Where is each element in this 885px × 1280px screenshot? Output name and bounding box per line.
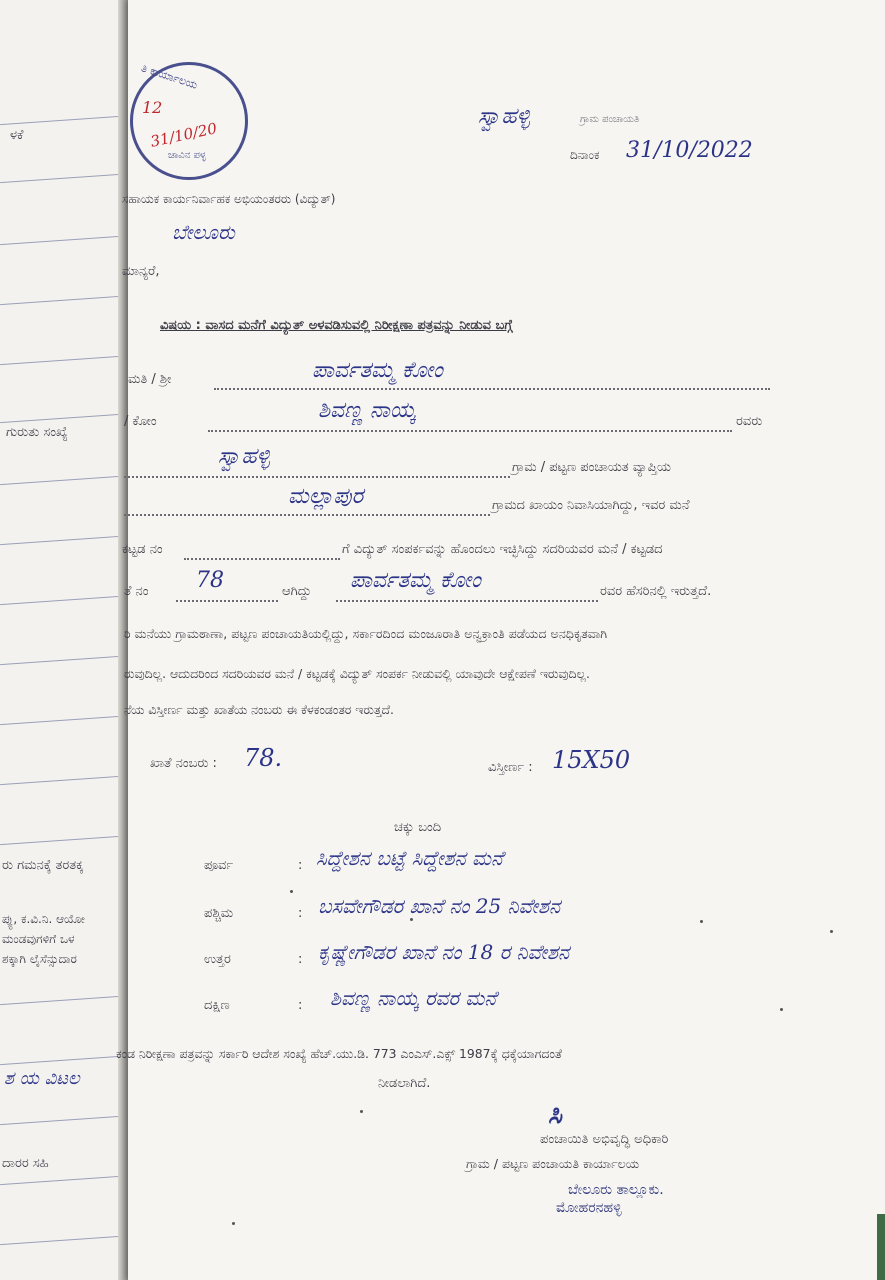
ruled-line — [0, 1176, 120, 1185]
subject-line: ವಿಷಯ : ವಾಸದ ಮನೆಗೆ ವಿದ್ಯುತ್ ಅಳವಡಿಸುವಲ್ಲಿ ನಿರೀಕ್ಷಣಾ ಪತ್ರವನ್ನು ನೀಡುವ ಬಗ್ಗೆ — [160, 318, 513, 333]
boundary-value-west: ಬಸವೇಗೌಡರ ಖಾನೆ ನಂ 25 ನಿವೇಶನ — [318, 894, 561, 918]
date-label: ದಿನಾಂಕ — [570, 148, 600, 162]
date-value: 31/10/2022 — [626, 138, 753, 163]
left-page-fragment: ಗುರುತು ಸಂಖ್ಯೆ — [6, 425, 68, 440]
area-value: 15X50 — [552, 746, 631, 774]
left-page-fragment: ಶ ಯ ವಿಟಲ — [4, 1068, 80, 1089]
closing-line: ನೀಡಲಾಗಿದೆ. — [378, 1076, 431, 1091]
relation-suffix: ರವರು — [736, 414, 763, 429]
body-line: ನೆಯ ವಿಸ್ತೀರ್ಣ ಮತ್ತು ಖಾತೆಯ ನಂಬರು ಈ ಕೆಳಕಂಡಂತರ ಇರುತ್ತದೆ. — [124, 702, 394, 717]
boundary-label-north: ಉತ್ತರ — [204, 952, 231, 967]
area-label: ವಿಸ್ತೀರ್ಣ : — [488, 760, 533, 775]
ruled-line — [0, 296, 120, 305]
closing-line: ಕಂಡ ನಿರೀಕ್ಷಣಾ ಪತ್ರವನ್ನು ಸರ್ಕಾರಿ ಆದೇಶ ಸಂಖ್ಯೆ ಹೆಚ್.ಯು.ಡಿ. 773 ಎಂಎಸ್.ಎಕ್ಸ್ 1987ಕ್ಕೆ ಧಕ್ಕೆಯಾಗದಂತೆ — [116, 1046, 562, 1061]
left-page-fragment: ರು ಗಮನಕ್ಕೆ ತರತಕ್ಕ — [2, 858, 84, 873]
stamp-number: 12 — [142, 98, 163, 117]
boundary-colon: : — [298, 998, 303, 1013]
panchayat-text: ಗ್ರಾಮ / ಪಟ್ಟಣ ಪಂಚಾಯತ ವ್ಯಾಪ್ತಿಯ — [512, 460, 671, 475]
relation-name: ಶಿವಣ್ಣ ನಾಯ್ಕ — [318, 398, 416, 423]
addressee-place: ಬೇಲೂರು — [172, 220, 235, 244]
applicant-name: ಪಾರ್ವತಮ್ಮ ಕೋಂ — [312, 358, 443, 383]
khata-label: ಖಾತೆ ನಂಬರು : — [150, 756, 217, 771]
fill-line — [208, 420, 732, 432]
scan-speck — [232, 1222, 235, 1225]
fill-line — [176, 590, 278, 602]
signatory-title: ಪಂಚಾಯಿತಿ ಅಭಿವೃದ್ಧಿ ಅಧಿಕಾರಿ — [540, 1132, 669, 1147]
ruled-line — [0, 414, 120, 423]
village-text: ಗ್ರಾಮದ ಖಾಯಂ ನಿವಾಸಿಯಾಗಿದ್ದು, ಇವರ ಮನೆ — [492, 498, 690, 513]
scan-speck — [780, 1008, 783, 1011]
relation-prefix: / ಕೋಂ — [124, 414, 157, 429]
boundary-colon: : — [298, 858, 303, 873]
stamp-ring-text: ತಿ ಕಾರ್ಯಾಲಯ — [139, 61, 200, 92]
fill-line — [214, 378, 770, 390]
building-no-text: ಗೆ ವಿದ್ಯುತ್ ಸಂಪರ್ಕವನ್ನು ಹೊಂದಲು ಇಚ್ಛಿಸಿದ್ದು ಸದರಿಯವರ ಮನೆ / ಕಟ್ಟಡದ — [342, 542, 663, 557]
fill-line — [124, 466, 510, 478]
scan-speck — [290, 890, 293, 893]
boundary-label-west: ಪಶ್ಚಿಮ — [204, 906, 234, 921]
body-line: ರುವುದಿಲ್ಲ. ಆದುದರಿಂದ ಸದರಿಯವರ ಮನೆ / ಕಟ್ಟಡಕ್ಕೆ ವಿದ್ಯುತ್ ಸಂಪರ್ಕ ನೀಡುವಲ್ಲಿ ಯಾವುದೇ ಆಕ್ಷೇಪಣೆ ಇರುವುದಿಲ್ಲ. — [124, 666, 590, 681]
left-page-fragment: ದಾರರ ಸಹಿ — [2, 1156, 49, 1171]
fill-line — [184, 548, 340, 560]
ruled-line — [0, 836, 120, 845]
building-no-label: ಕಟ್ಟಡ ನಂ — [122, 542, 163, 557]
signatory-line: ಗ್ರಾಮ / ಪಟ್ಟಣ ಪಂಚಾಯತಿ ಕಾರ್ಯಾಲಯ — [466, 1156, 640, 1171]
khata-no-hand: 78 — [196, 568, 224, 593]
salutation: ಮಾನ್ಯರೆ, — [122, 264, 160, 279]
khata-value: 78. — [244, 744, 283, 772]
boundaries-title: ಚಕ್ಕು ಬಂದಿ — [394, 820, 442, 835]
background-edge — [877, 1214, 885, 1280]
ruled-line — [0, 776, 120, 785]
place-printed: ಗ್ರಾಮ ಪಂಚಾಯತಿ — [580, 114, 640, 125]
ruled-line — [0, 1116, 120, 1125]
ruled-line — [0, 536, 120, 545]
owner-text: ರವರ ಹೆಸರಿನಲ್ಲಿ ಇರುತ್ತದೆ. — [600, 584, 712, 599]
signatory-line: ಬೇಲೂರು ತಾಲ್ಲೂಕು. — [568, 1182, 664, 1198]
scan-speck — [700, 920, 703, 923]
left-page-fragment: ಶಕ್ಕಾಗಿ ಲೈಸೆನ್ಸುದಾರ — [2, 952, 77, 966]
signatory-line: ಮೋಹರನಹಳ್ಳಿ — [556, 1200, 622, 1216]
ruled-line — [0, 1056, 120, 1065]
boundary-value-south: ಶಿವಣ್ಣ ನಾಯ್ಕ ರವರ ಮನೆ — [330, 986, 497, 1010]
ruled-line — [0, 1236, 120, 1245]
addressee-line: ಸಹಾಯಕ ಕಾರ್ಯನಿರ್ವಾಹಕ ಅಭಿಯಂತರರು (ವಿದ್ಯುತ್) — [122, 192, 336, 206]
ruled-line — [0, 116, 120, 125]
khata-mid-text: ಆಗಿದ್ದು — [282, 584, 312, 599]
left-page-fragment: ಪ್ಯು, ಕ.ವಿ.ನಿ. ಆಯೋ — [2, 912, 85, 926]
scan-speck — [830, 930, 833, 933]
boundary-colon: : — [298, 952, 303, 967]
village-name: ಮಲ್ಲಾಪುರ — [288, 484, 364, 509]
left-page-fragment: ಳಕೆ — [10, 128, 24, 143]
boundary-value-east: ಸಿದ್ದೇಶನ ಬಟ್ಟೆ ಸಿದ್ದೇಶನ ಮನೆ — [316, 846, 503, 870]
khata-no-label: ತೆ ನಂ — [124, 584, 149, 599]
applicant-prefix: ಮತಿ / ಶ್ರೀ — [128, 372, 172, 387]
stamp-date: 31/10/20 — [148, 119, 219, 151]
signature-mark: ಸಿ — [548, 1100, 562, 1130]
ruled-line — [0, 716, 120, 725]
panchayat-name: ಸ್ವಾಹಳ್ಳಿ — [218, 444, 271, 469]
scan-speck — [410, 918, 413, 921]
boundary-colon: : — [298, 906, 303, 921]
owner-name: ಪಾರ್ವತಮ್ಮ ಕೋಂ — [350, 568, 481, 593]
ruled-line — [0, 174, 120, 183]
scan-speck — [360, 1110, 363, 1113]
ruled-line — [0, 476, 120, 485]
ruled-line — [0, 996, 120, 1005]
left-page-fragment: ಮಂಡವುಗಳಿಗೆ ಒಳ — [2, 932, 75, 946]
place-handwritten: ಸ್ವಾಹಳ್ಳಿ — [478, 104, 531, 129]
ruled-line — [0, 596, 120, 605]
ruled-line — [0, 236, 120, 245]
left-page — [0, 0, 128, 1280]
boundary-value-north: ಕೃಷ್ಣೇಗೌಡರ ಖಾನೆ ನಂ 18 ರ ನಿವೇಶನ — [318, 940, 570, 964]
boundary-label-south: ದಕ್ಷಿಣ — [204, 998, 230, 1013]
stamp-line: ಜಾವಿನ ಪಳ್ಳ — [168, 150, 206, 161]
ruled-line — [0, 356, 120, 365]
ruled-line — [0, 656, 120, 665]
body-line: ರಿ ಮನೆಯು ಗ್ರಾಮಠಾಣಾ, ಪಟ್ಟಣ ಪಂಚಾಯತಿಯಲ್ಲಿದ್ದು, ಸರ್ಕಾರದಿಂದ ಮಂಜೂರಾತಿ ಅನ್ವಕ್ರಾಂತಿ ಪಡೆಯದ ಅನಧಿಕೃತವಾಗಿ — [124, 626, 608, 641]
boundary-label-east: ಪೂರ್ವ — [204, 858, 234, 873]
